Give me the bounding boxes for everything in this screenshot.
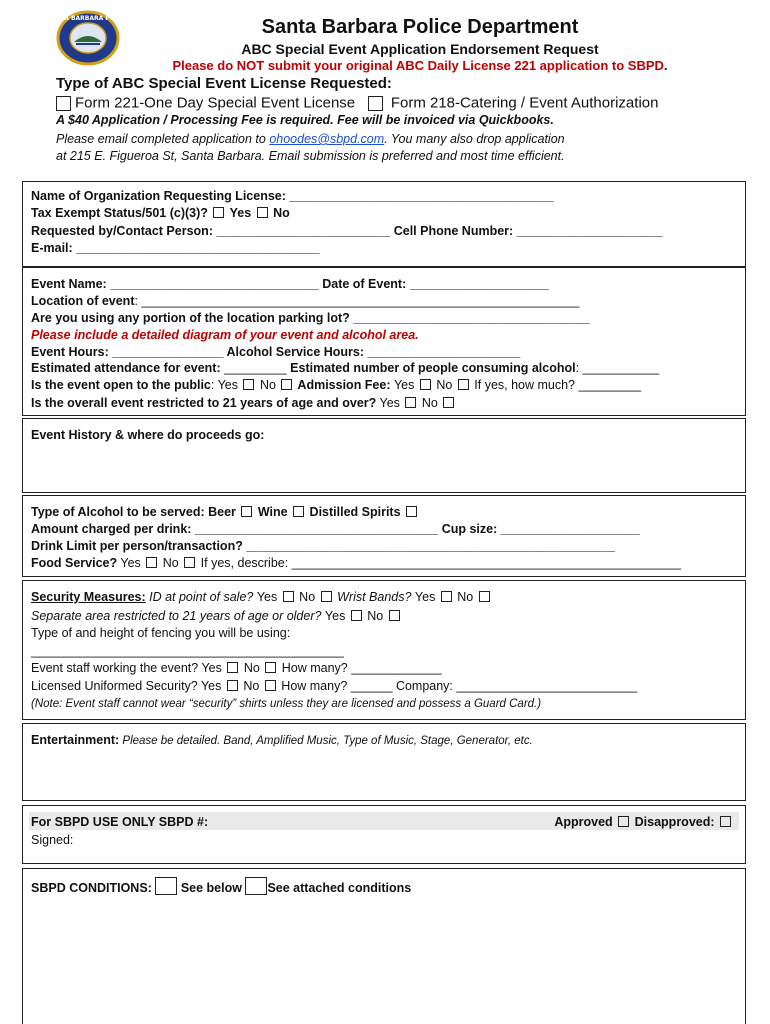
food-yes-checkbox[interactable] — [146, 557, 157, 568]
sbpd-conditions-section — [22, 868, 746, 1024]
age-no-checkbox[interactable] — [443, 397, 454, 408]
see-below-checkbox[interactable] — [155, 877, 177, 895]
fee-no-checkbox[interactable] — [458, 379, 469, 390]
event-location-field[interactable]: Location of event: _______________________________________________________________ — [31, 294, 580, 308]
form-218-label: Form 218-Catering / Event Authorization — [390, 94, 659, 112]
form-218-checkbox[interactable] — [368, 96, 383, 111]
diagram-notice: Please include a detailed diagram of your event and alcohol area. — [31, 328, 419, 342]
fencing-field[interactable]: _____________________________________________ — [31, 644, 344, 658]
fee-notice: A $40 Application / Processing Fee is required. Fee will be invoiced via Quickbooks. — [56, 113, 554, 127]
approval-options: Approved Disapproved: — [554, 814, 733, 830]
licensed-no-checkbox[interactable] — [265, 680, 276, 691]
warning-text: Please do NOT submit your original ABC Daily License 221 application to SBPD. — [172, 58, 668, 73]
event-staff-field: Event staff working the event? Yes No How many? _____________ — [31, 661, 442, 675]
email-link[interactable]: ohoodes@sbpd.com — [269, 132, 385, 146]
entertainment-label: Entertainment: Please be detailed. Band, Amplified Music, Type of Music, Stage, Generator, etc. — [31, 733, 533, 747]
event-hours-field[interactable]: Event Hours: ________________ Alcohol Service Hours: ______________________ — [31, 345, 521, 359]
separate-no-checkbox[interactable] — [389, 610, 400, 621]
id-no-checkbox[interactable] — [321, 591, 332, 602]
page-title: Santa Barbara Police Department — [261, 16, 579, 38]
security-note: (Note: Event staff cannot wear “security” shirts unless they are licensed and possess a Guard Card.) — [31, 698, 542, 710]
event-history-section[interactable] — [22, 418, 746, 493]
public-no-checkbox[interactable] — [281, 379, 292, 390]
event-section — [22, 267, 746, 416]
license-type-heading: Type of ABC Special Event License Requested: — [56, 75, 392, 92]
staff-yes-checkbox[interactable] — [227, 662, 238, 673]
org-name-field[interactable]: Name of Organization Requesting License: ______________________________________ — [31, 189, 554, 203]
staff-no-checkbox[interactable] — [265, 662, 276, 673]
drink-price-field[interactable]: Amount charged per drink: ___________________________________ Cup size: ____________________ — [31, 522, 640, 536]
email-field[interactable]: E-mail: ___________________________________ — [31, 241, 320, 255]
disapproved-checkbox[interactable] — [720, 816, 731, 827]
event-name-field[interactable]: Event Name: ______________________________ Date of Event: ____________________ — [31, 277, 549, 291]
contact-person-field[interactable]: Requested by/Contact Person: _________________________ Cell Phone Number: _____________________ — [31, 224, 663, 238]
conditions-row: SBPD CONDITIONS: See below See attached conditions — [31, 877, 411, 896]
food-service-field: Food Service? Yes No If yes, describe: ________________________________________________________ — [31, 556, 681, 570]
page-subtitle: ABC Special Event Application Endorsement Request — [241, 41, 599, 57]
license-options — [56, 94, 658, 112]
security-measures-field: Security Measures: ID at point of sale? Yes No Wrist Bands? Yes No — [31, 589, 492, 605]
spirits-checkbox[interactable] — [406, 506, 417, 517]
separate-yes-checkbox[interactable] — [351, 610, 362, 621]
entertainment-section[interactable] — [22, 723, 746, 801]
form-221-label: Form 221-One Day Special Event License — [75, 94, 356, 112]
alcohol-type-field: Type of Alcohol to be served: Beer Wine Distilled Spirits — [31, 504, 419, 520]
public-yes-checkbox[interactable] — [243, 379, 254, 390]
wristband-yes-checkbox[interactable] — [441, 591, 452, 602]
email-instructions: Please email completed application to ohoodes@sbpd.com. You many also drop application at 215 E. Figueroa St, Santa Barbara. Email submission is preferred and most time efficient. — [56, 132, 565, 163]
separate-area-field: Separate area restricted to 21 years of age or older? Yes No — [31, 608, 402, 624]
age-yes-checkbox[interactable] — [405, 397, 416, 408]
food-no-checkbox[interactable] — [184, 557, 195, 568]
id-yes-checkbox[interactable] — [283, 591, 294, 602]
parking-lot-field[interactable]: Are you using any portion of the location parking lot? __________________________________ — [31, 311, 590, 325]
approved-checkbox[interactable] — [618, 816, 629, 827]
form-221-checkbox[interactable] — [56, 96, 71, 111]
wristband-no-checkbox[interactable] — [479, 591, 490, 602]
see-attached-checkbox[interactable] — [245, 877, 267, 895]
tax-exempt-no-checkbox[interactable] — [257, 207, 268, 218]
alcohol-section — [22, 495, 746, 577]
organization-section — [22, 181, 746, 267]
fencing-label: Type of and height of fencing you will be using: — [31, 626, 291, 640]
beer-checkbox[interactable] — [241, 506, 252, 517]
licensed-security-field: Licensed Uniformed Security? Yes No How many? ______ Company: __________________________ — [31, 679, 638, 693]
event-history-label: Event History & where do proceeds go: — [31, 428, 265, 442]
security-section — [22, 580, 746, 720]
sbpd-number-label: For SBPD USE ONLY SBPD #: — [31, 815, 209, 829]
wine-checkbox[interactable] — [293, 506, 304, 517]
licensed-yes-checkbox[interactable] — [227, 680, 238, 691]
tax-exempt-yes-checkbox[interactable] — [213, 207, 224, 218]
signed-label: Signed: — [31, 833, 74, 847]
badge-text: SANTA BARBARA POLICE — [46, 15, 130, 22]
public-event-field: Is the event open to the public: Yes No Admission Fee: Yes No If yes, how much? _________ — [31, 378, 642, 392]
age-restriction-field: Is the overall event restricted to 21 years of age and over? Yes No — [31, 395, 456, 411]
attendance-field[interactable]: Estimated attendance for event: _________ Estimated number of people consuming alcohol: ___________ — [31, 361, 660, 375]
sbpd-use-only-section — [22, 805, 746, 864]
drink-limit-field[interactable]: Drink Limit per person/transaction? _____________________________________________________ — [31, 539, 615, 553]
tax-exempt-field: Tax Exempt Status/501 (c)(3)? Yes No — [31, 206, 290, 220]
fee-yes-checkbox[interactable] — [420, 379, 431, 390]
